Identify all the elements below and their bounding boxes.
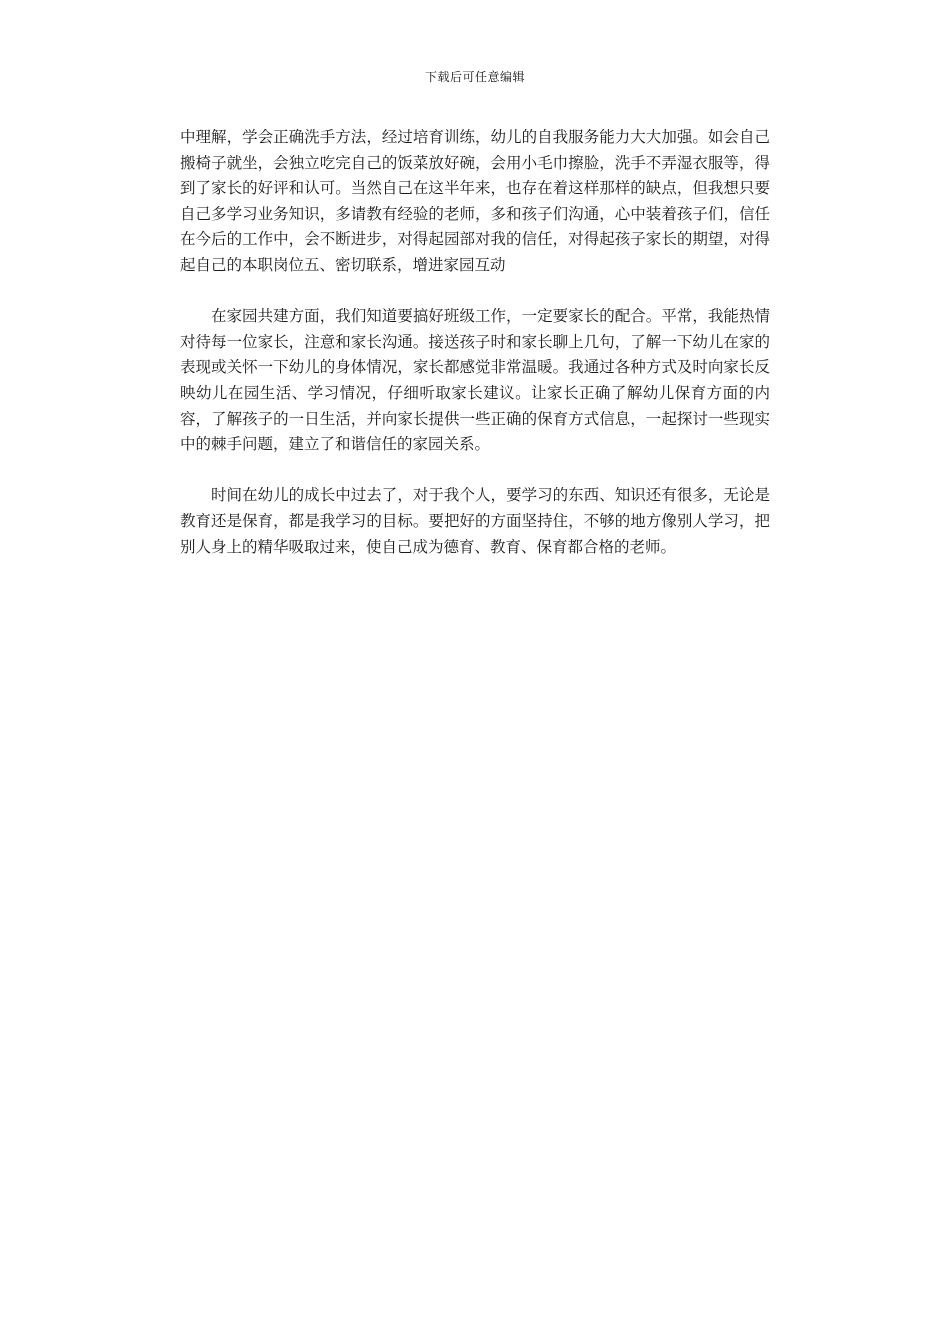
paragraph-2: 在家园共建方面，我们知道要搞好班级工作，一定要家长的配合。平常，我能热情对待每一位家长，注意和家长沟通。接送孩子时和家长聊上几句，了解一下幼儿在家的表现或关怀一下幼儿的身体情况，家长都感觉非常温暖。我通过各种方式及时向家长反映幼儿在园生活、学习情况，仔细听取家长建议。让家长正确了解幼儿保育方面的内容，了解孩子的一日生活，并向家长提供一些正确的保育方式信息，一起探讨一些现实中的棘手问题，建立了和谐信任的家园关系。 — [180, 307, 770, 454]
page-header: 下载后可任意编辑 — [424, 70, 525, 84]
paragraph-1: 中理解，学会正确洗手方法，经过培育训练，幼儿的自我服务能力大大加强。如会自己搬椅子就坐，会独立吃完自己的饭菜放好碗，会用小毛巾擦脸，洗手不弄湿衣服等，得到了家长的好评和认可。当然自己在这半年来，也存在着这样那样的缺点，但我想只要自己多学习业务知识，多请教有经验的老师，多和孩子们沟通，心中装着孩子们，信任在今后的工作中，会不断进步，对得起园部对我的信任，对得起孩子家长的期望，对得起自己的本职岗位五、密切联系，增进家园互动 — [180, 128, 770, 274]
document-body — [180, 125, 770, 560]
paragraph-3: 时间在幼儿的成长中过去了，对于我个人，要学习的东西、知识还有很多，无论是教育还是保育，都是我学习的目标。要把好的方面坚持住，不够的地方像别人学习，把别人身上的精华吸取过来，使自己成为德育、教育、保育都合格的老师。 — [180, 486, 770, 556]
